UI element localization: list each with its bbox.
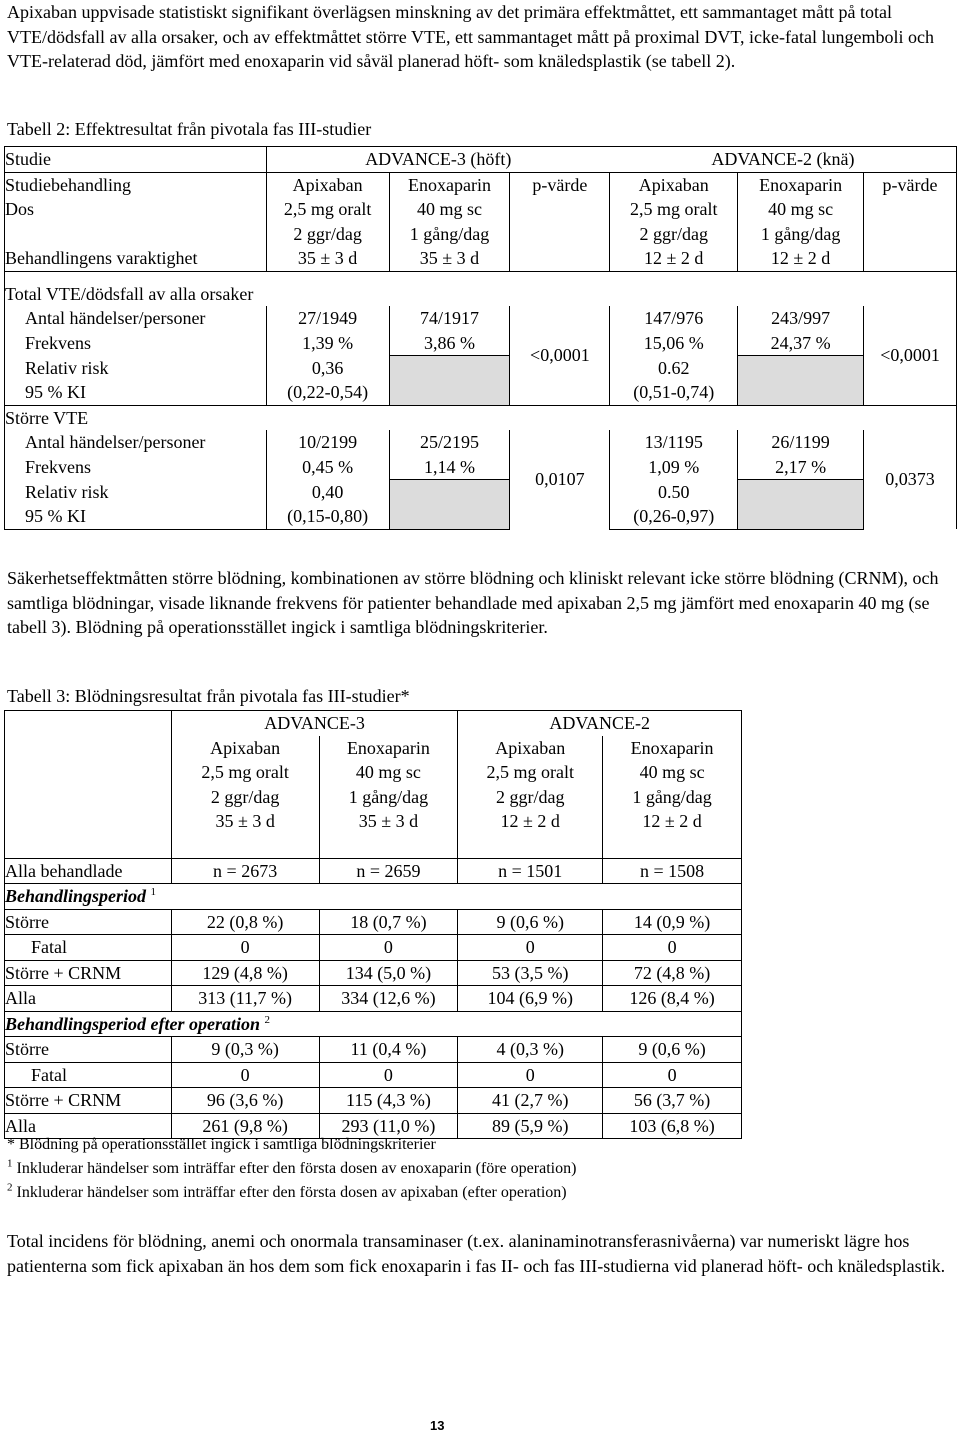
- t3-p1-r3-v3: 104 (6,9 %): [458, 986, 603, 1012]
- apix-adv2-name: Apixaban: [638, 174, 709, 195]
- t3-c3-duration: 12 ± 2 d: [500, 811, 560, 831]
- apix-adv3-header: [266, 172, 389, 271]
- s1-label-rr: Relativ risk: [25, 357, 109, 378]
- s2-label-freq: Frekvens: [25, 456, 91, 477]
- t3-p1-r3-v4: 126 (8,4 %): [603, 986, 742, 1012]
- enox-adv3-dose: 40 mg sc: [416, 199, 482, 219]
- t3-p1-r0-v1: 22 (0,8 %): [171, 909, 319, 935]
- s2-label-block: [5, 430, 267, 480]
- table3-bleeding: [4, 710, 742, 1139]
- page-number: 13: [430, 1418, 445, 1433]
- s2-apix3-top: [266, 430, 389, 480]
- t3-p1-r2-v2: 134 (5,0 %): [319, 960, 458, 986]
- t3-p1-r2-label: Större + CRNM: [5, 960, 172, 986]
- t3-p1-r0-v3: 9 (0,6 %): [458, 909, 603, 935]
- t3-p1-r1-v3: 0: [458, 935, 603, 961]
- t3-c4-dose: 40 mg sc: [639, 762, 705, 782]
- s1-label-rr-block: [5, 356, 267, 406]
- study-header: Studie: [5, 147, 267, 173]
- s2-enox2-freq: 2,17 %: [775, 456, 827, 477]
- t3-p2-r1-label: Fatal: [5, 1062, 172, 1088]
- t3-period1-title: [5, 884, 742, 910]
- section1-events-row: [5, 306, 957, 356]
- t3-p1-r1-v1: 0: [171, 935, 319, 961]
- pvalue-adv3-header: p-värde: [510, 172, 610, 271]
- t3-c2-duration: 35 ± 3 d: [358, 811, 419, 831]
- section1-rr-row: [5, 356, 957, 406]
- t3-period1-sup: 1: [150, 886, 157, 898]
- s2-apix3-rr: 0,40: [311, 481, 344, 502]
- s1-apix2-top: [610, 306, 738, 356]
- footnote-2: [7, 1181, 567, 1205]
- t3-all-treated-v2: n = 2659: [319, 858, 458, 884]
- s1-apix2-events: 147/976: [644, 308, 704, 328]
- t3-c3-dose: 2,5 mg oralt: [486, 762, 574, 782]
- t3-c2-name: Enoxaparin: [346, 737, 430, 758]
- t3-period2-title-text: Behandlingsperiod efter operation: [5, 1013, 261, 1034]
- s1-enox3-freq: 3,86 %: [423, 332, 475, 353]
- s1-apix3-events: 27/1949: [298, 308, 358, 328]
- section1-title: Total VTE/dödsfall av alla orsaker: [5, 271, 957, 306]
- t3-p2-r0-v2: 11 (0,4 %): [319, 1037, 458, 1063]
- enox-adv2-dose: 40 mg sc: [768, 199, 834, 219]
- t3-period2-title-row: [5, 1011, 742, 1037]
- t3-c1-duration: 35 ± 3 d: [215, 811, 275, 831]
- s2-enox3-freq: 1,14 %: [423, 456, 475, 477]
- table3-study-row: [5, 711, 742, 736]
- s2-label-rr: Relativ risk: [25, 481, 109, 502]
- apix-adv3-freq: 2 ggr/dag: [293, 223, 362, 244]
- t3-c4-duration: 12 ± 2 d: [642, 811, 702, 831]
- enox-adv3-freq: 1 gång/dag: [409, 223, 490, 244]
- t3-p1-r3-v1: 313 (11,7 %): [171, 986, 319, 1012]
- s1-label-events: Antal händelser/personer: [25, 308, 206, 328]
- table2-study-row: [5, 147, 957, 173]
- t3-p1-row: [5, 960, 742, 986]
- t3-p1-row: [5, 909, 742, 935]
- t3-col2-header: [319, 736, 458, 859]
- s1-enox2-freq: 24,37 %: [770, 332, 831, 353]
- s2-apix3-events: 10/2199: [298, 432, 358, 452]
- t3-advance3-header: ADVANCE-3: [171, 711, 458, 736]
- t3-period2-title: [5, 1011, 742, 1037]
- s1-label-ci: 95 % KI: [25, 382, 86, 402]
- section1-title-row: [5, 271, 957, 306]
- t3-c2-freq: 1 gång/dag: [348, 786, 429, 807]
- t3-p2-r1-v3: 0: [458, 1062, 603, 1088]
- table2-treatment-row: [5, 172, 957, 271]
- t3-p2-r1-v2: 0: [319, 1062, 458, 1088]
- t3-p2-r2-v4: 56 (3,7 %): [603, 1088, 742, 1114]
- t3-p2-r0-v3: 4 (0,3 %): [458, 1037, 603, 1063]
- t3-c3-name: Apixaban: [495, 737, 566, 758]
- t3-p1-r2-v3: 53 (3,5 %): [458, 960, 603, 986]
- t3-p1-row: [5, 986, 742, 1012]
- s1-p3: <0,0001: [510, 306, 610, 405]
- s1-enox2-events: 243/997: [771, 308, 831, 328]
- enox-adv2-name: Enoxaparin: [759, 174, 843, 195]
- t3-c1-freq: 2 ggr/dag: [210, 786, 280, 807]
- t3-p2-row: [5, 1037, 742, 1063]
- apix-adv2-header: [610, 172, 738, 271]
- t3-p2-r1-v1: 0: [171, 1062, 319, 1088]
- closing-paragraph: Total incidens för blödning, anemi och onormala transaminaser (t.ex. alaninaminotransferasnivåerna) var numeriskt lägre hos patienterna som fick apixaban än hos dem som fick enoxaparin i fas II- och fas III-studierna vid planerad höft- och knäledsplastik.: [7, 1231, 946, 1276]
- label-blank: [5, 222, 266, 247]
- table3-arm-row: [5, 736, 742, 859]
- t3-p1-r0-v2: 18 (0,7 %): [319, 909, 458, 935]
- table2-caption: Tabell 2: Effektresultat från pivotala fas III-studier: [7, 119, 372, 139]
- t3-col3-header: [458, 736, 603, 859]
- pvalue-adv2-header: p-värde: [864, 172, 957, 271]
- t3-p2-r3-v3: 89 (5,9 %): [458, 1113, 603, 1139]
- t3-p1-r1-label: Fatal: [5, 935, 172, 961]
- s1-apix2-rr: 0.62: [657, 357, 690, 378]
- t3-p1-row: [5, 935, 742, 961]
- s2-apix3-ci: (0,15-0,80): [287, 506, 369, 526]
- footnote-1: [7, 1157, 576, 1181]
- t3-c1-name: Apixaban: [210, 737, 281, 758]
- t3-p2-r1-v4: 0: [603, 1062, 742, 1088]
- intro-paragraph: Apixaban uppvisade statistiskt signifikant överlägsen minskning av det primära effektmåttet, ett sammantaget mått på total VTE/dödsfall av alla orsaker, och av effektmåttet större VTE, ett sammantaget mått på proximal DVT, icke-fatal lungemboli och VTE-relaterad död, jämfört med enoxaparin vid såväl planerad höft- som knäledsplastik (se tabell 2).: [7, 2, 934, 71]
- t3-p1-r0-v4: 14 (0,9 %): [603, 909, 742, 935]
- s1-apix3-bottom: [266, 356, 389, 406]
- footnote-star: * Blödning på operationsstället ingick i samtliga blödningskriterier: [7, 1136, 436, 1153]
- s1-apix3-ci: (0,22-0,54): [287, 382, 369, 402]
- apix-adv2-dose: 2,5 mg oralt: [629, 199, 718, 219]
- s1-apix3-top: [266, 306, 389, 356]
- s2-p3: 0,0107: [510, 430, 610, 529]
- t3-p1-r0-label: Större: [5, 909, 172, 935]
- t3-period1-title-text: Behandlingsperiod: [5, 886, 147, 906]
- apix-adv2-duration: 12 ± 2 d: [644, 248, 704, 268]
- enox-adv3-header: [389, 172, 510, 271]
- s2-p2: 0,0373: [864, 430, 957, 529]
- s1-enox2-gray: [738, 356, 864, 406]
- s2-label-rr-block: [5, 480, 267, 530]
- t3-p2-r2-label: Större + CRNM: [5, 1088, 172, 1114]
- apix-adv3-dose: 2,5 mg oralt: [283, 199, 372, 219]
- t3-p2-r2-v2: 115 (4,3 %): [319, 1088, 458, 1114]
- s1-apix3-freq: 1,39 %: [302, 332, 354, 353]
- t3-all-treated-label: Alla behandlade: [5, 858, 172, 884]
- s2-enox2-events: 26/1199: [771, 432, 830, 452]
- t3-p2-r0-v1: 9 (0,3 %): [171, 1037, 319, 1063]
- footnote-2-text: Inkluderar händelser som inträffar efter den första dosen av apixaban (efter operation): [16, 1184, 567, 1201]
- t3-col4-header: [603, 736, 742, 859]
- t3-p2-r0-v4: 9 (0,6 %): [603, 1037, 742, 1063]
- s1-enox3-events: 74/1917: [419, 308, 479, 328]
- s1-apix3-rr: 0,36: [311, 357, 344, 378]
- t3-p1-r3-label: Alla: [5, 986, 172, 1012]
- apix-adv2-freq: 2 ggr/dag: [639, 223, 708, 244]
- t3-corner-lower: [5, 736, 172, 859]
- s2-enox3-top: [389, 430, 510, 480]
- table3-corner: [5, 711, 172, 736]
- t3-p2-row: [5, 1062, 742, 1088]
- t3-advance2-header: ADVANCE-2: [458, 711, 742, 736]
- safety-paragraph: Säkerhetseffektmåtten större blödning, kombinationen av större blödning och kliniskt relevant icke större blödning (CRNM), och samtliga blödningar, visade liknande frekvens för patienter behandlade med apixaban 2,5 mg jämfört med enoxaparin 40 mg (se tabell 3). Blödning på operationsstället ingick i samtliga blödningskriterier.: [7, 568, 939, 637]
- footnote-1-text: Inkluderar händelser som inträffar efter den första dosen av enoxaparin (före operation): [16, 1160, 577, 1177]
- t3-c2-dose: 40 mg sc: [355, 762, 421, 782]
- t3-p1-r2-v4: 72 (4,8 %): [603, 960, 742, 986]
- label-dos: Dos: [5, 199, 35, 219]
- enox-adv3-name: Enoxaparin: [408, 174, 491, 195]
- t3-p1-r1-v4: 0: [603, 935, 742, 961]
- t3-p1-r1-v2: 0: [319, 935, 458, 961]
- s2-label-ci: 95 % KI: [25, 506, 86, 526]
- t3-period2-sup: 2: [264, 1013, 271, 1026]
- apix-adv3-name: Apixaban: [292, 174, 363, 195]
- footnote-1-mark: 1: [7, 1157, 13, 1170]
- s1-apix2-bottom: [610, 356, 738, 406]
- s2-label-events: Antal händelser/personer: [25, 432, 206, 452]
- t3-p2-r2-v3: 41 (2,7 %): [458, 1088, 603, 1114]
- s1-p2: <0,0001: [864, 306, 957, 405]
- t3-c4-freq: 1 gång/dag: [632, 786, 712, 807]
- table3-caption: Tabell 3: Blödningsresultat från pivotala fas III-studier*: [7, 686, 410, 706]
- section2-title: Större VTE: [5, 405, 957, 430]
- t3-p2-r2-v1: 96 (3,6 %): [171, 1088, 319, 1114]
- s1-enox2-top: [738, 306, 864, 356]
- t3-p2-r3-v1: 261 (9,8 %): [171, 1113, 319, 1139]
- s2-apix2-events: 13/1195: [644, 432, 703, 452]
- t3-c3-freq: 2 ggr/dag: [495, 786, 565, 807]
- s2-apix2-top: [610, 430, 738, 480]
- s2-apix2-freq: 1,09 %: [648, 456, 700, 477]
- s1-enox3-gray: [389, 356, 510, 406]
- s1-label-freq: Frekvens: [25, 332, 91, 353]
- t3-period1-title-row: [5, 884, 742, 910]
- s2-apix2-bottom: [610, 480, 738, 530]
- t3-all-treated-row: [5, 858, 742, 884]
- s1-enox3-top: [389, 306, 510, 356]
- section2-rr-row: [5, 480, 957, 530]
- s2-enox3-events: 25/2195: [419, 432, 479, 452]
- t3-p1-r3-v2: 334 (12,6 %): [319, 986, 458, 1012]
- section1-label-block: [5, 306, 267, 356]
- s1-apix2-freq: 15,06 %: [643, 332, 704, 353]
- s2-apix2-ci: (0,26-0,97): [633, 506, 715, 526]
- s2-apix3-bottom: [266, 480, 389, 530]
- advance2-header: ADVANCE-2 (knä): [610, 147, 957, 173]
- t3-p2-r3-label: Alla: [5, 1113, 172, 1139]
- table2-efficacy: [4, 146, 957, 530]
- section2-title-row: [5, 405, 957, 430]
- t3-all-treated-v1: n = 2673: [171, 858, 319, 884]
- section2-events-row: [5, 430, 957, 480]
- s2-apix3-freq: 0,45 %: [302, 456, 354, 477]
- footnote-2-mark: 2: [7, 1181, 13, 1194]
- advance3-header: ADVANCE-3 (höft): [266, 147, 610, 173]
- t3-all-treated-v3: n = 1501: [458, 858, 603, 884]
- t3-p2-row: [5, 1088, 742, 1114]
- t3-p2-r3-v4: 103 (6,8 %): [603, 1113, 742, 1139]
- label-varaktighet: Behandlingens varaktighet: [5, 248, 198, 268]
- row-labels: [5, 172, 267, 271]
- t3-all-treated-v4: n = 1508: [603, 858, 742, 884]
- t3-c4-name: Enoxaparin: [630, 737, 714, 758]
- s2-enox2-gray: [738, 480, 864, 530]
- enox-adv2-duration: 12 ± 2 d: [770, 248, 831, 268]
- apix-adv3-duration: 35 ± 3 d: [297, 248, 358, 268]
- s2-enox3-gray: [389, 480, 510, 530]
- t3-c1-dose: 2,5 mg oralt: [201, 762, 289, 782]
- enox-adv2-freq: 1 gång/dag: [760, 223, 841, 244]
- label-studiebehandling: Studiebehandling: [5, 174, 131, 195]
- enox-adv3-duration: 35 ± 3 d: [419, 248, 480, 268]
- s2-enox2-top: [738, 430, 864, 480]
- t3-p2-r3-v2: 293 (11,0 %): [319, 1113, 458, 1139]
- t3-p2-r0-label: Större: [5, 1037, 172, 1063]
- s2-apix2-rr: 0.50: [657, 481, 690, 502]
- t3-col1-header: [171, 736, 319, 859]
- t3-p1-r2-v1: 129 (4,8 %): [171, 960, 319, 986]
- enox-adv2-header: [738, 172, 864, 271]
- s1-apix2-ci: (0,51-0,74): [633, 382, 715, 402]
